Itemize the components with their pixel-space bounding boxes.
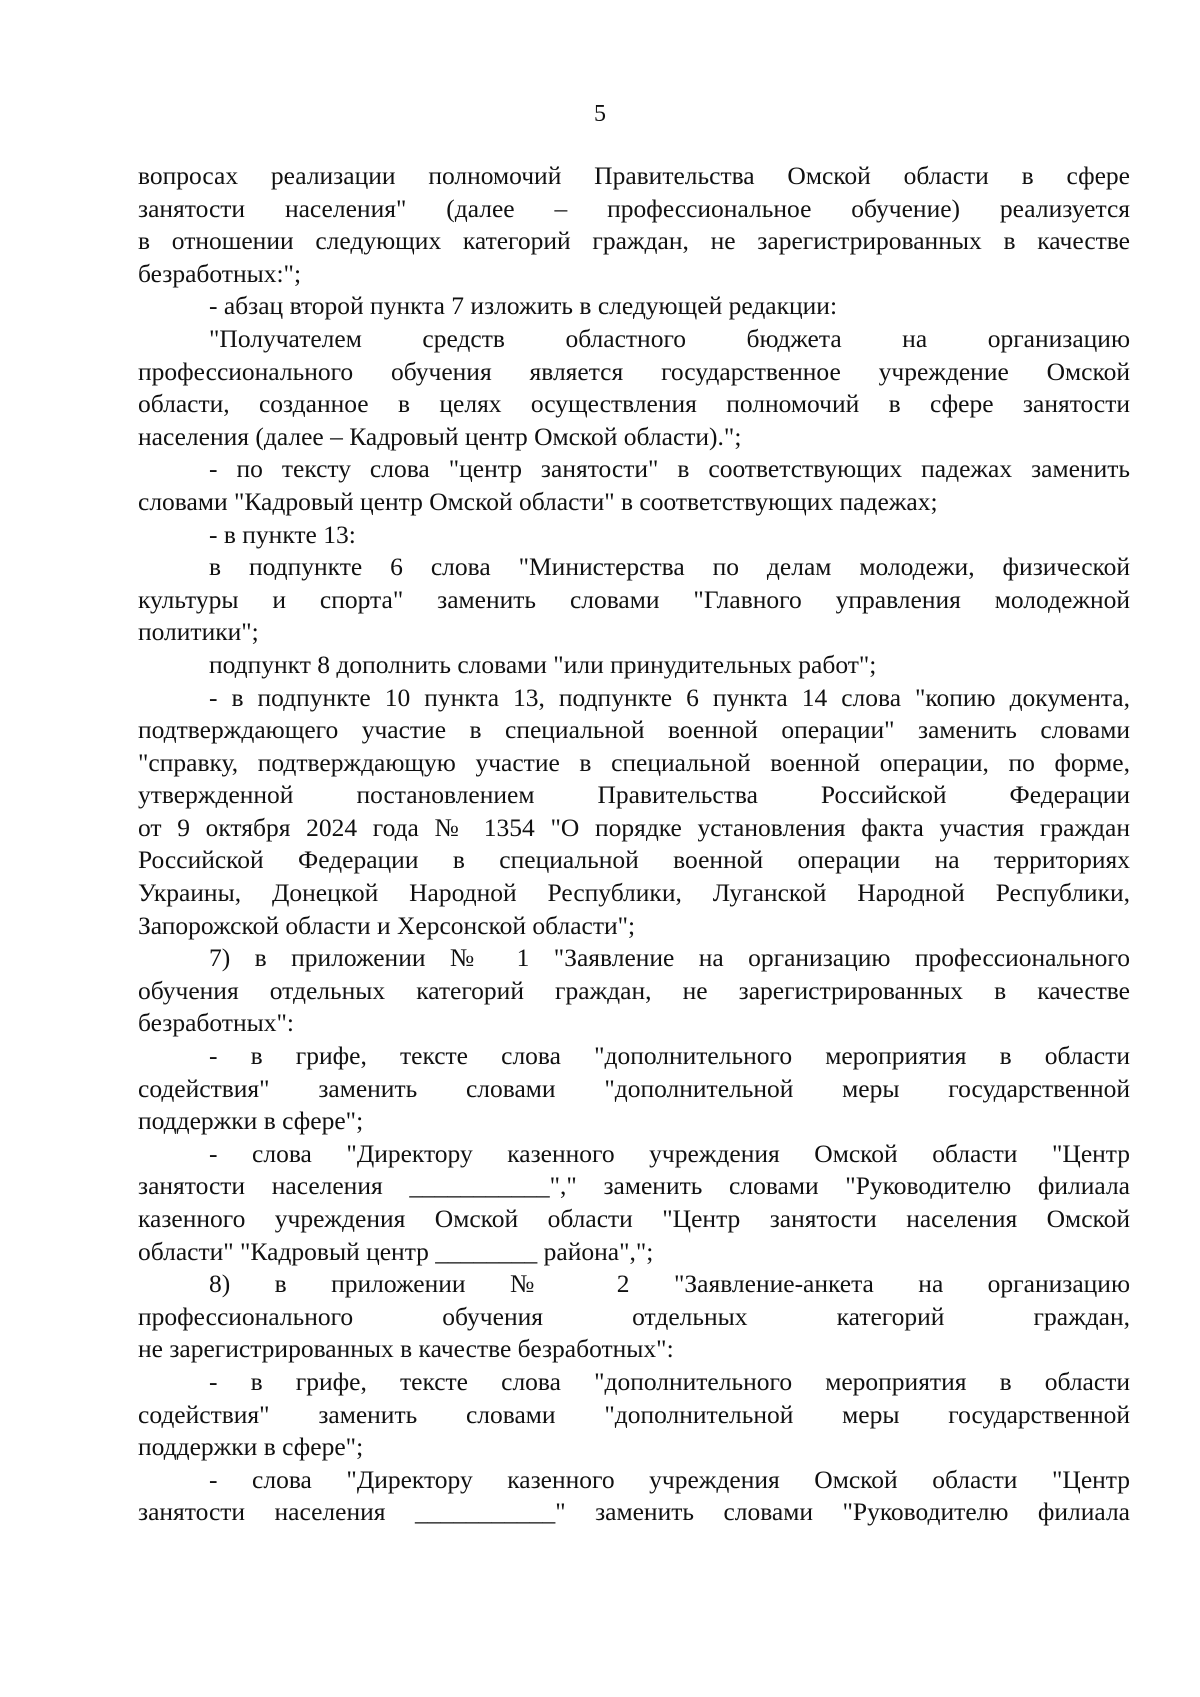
text-line: от 9 октября 2024 года № 1354 "О порядке установления факта участия граждан bbox=[138, 812, 1130, 842]
text-line: "справку, подтверждающую участие в специальной военной операции, по форме, bbox=[138, 747, 1130, 777]
text-line: содействия" заменить словами "дополнительной меры государственной bbox=[138, 1399, 1130, 1429]
text-line: - абзац второй пункта 7 изложить в следующей редакции: bbox=[209, 291, 838, 321]
text-line: поддержки в сфере"; bbox=[138, 1432, 364, 1462]
page-number: 5 bbox=[594, 101, 606, 127]
text-line: поддержки в сфере"; bbox=[138, 1106, 364, 1136]
text-line: занятости населения ___________" заменить словами "Руководителю филиала bbox=[138, 1497, 1130, 1527]
text-line: обучения отдельных категорий граждан, не зарегистрированных в качестве bbox=[138, 975, 1130, 1005]
text-line: подтверждающего участие в специальной военной операции" заменить словами bbox=[138, 715, 1130, 745]
text-line: населения (далее – Кадровый центр Омской области)."; bbox=[138, 421, 742, 451]
text-line: Запорожской области и Херсонской области"; bbox=[138, 910, 636, 940]
text-line: - слова "Директору казенного учреждения Омской области "Центр bbox=[209, 1138, 1130, 1168]
text-line: - слова "Директору казенного учреждения Омской области "Центр bbox=[209, 1464, 1130, 1494]
text-line: - в грифе, тексте слова "дополнительного мероприятия в области bbox=[209, 1041, 1130, 1071]
text-line: подпункт 8 дополнить словами "или принудительных работ"; bbox=[209, 649, 877, 679]
text-line: в подпункте 6 слова "Министерства по делам молодежи, физической bbox=[209, 552, 1130, 582]
text-line: казенного учреждения Омской области "Центр занятости населения Омской bbox=[138, 1204, 1130, 1233]
text-line: занятости населения" (далее – профессиональное обучение) реализуется bbox=[138, 193, 1130, 223]
text-line: профессионального обучения является государственное учреждение Омской bbox=[138, 356, 1130, 386]
document-body bbox=[138, 160, 1130, 1529]
text-line: 7) в приложении № 1 "Заявление на организацию профессионального bbox=[209, 943, 1130, 973]
text-line: "Получателем средств областного бюджета на организацию bbox=[209, 323, 1130, 353]
text-line: безработных": bbox=[138, 1008, 294, 1038]
text-line: - в грифе, тексте слова "дополнительного мероприятия в области bbox=[209, 1366, 1130, 1396]
text-line: вопросах реализации полномочий Правительства Омской области в сфере bbox=[138, 161, 1130, 190]
text-line: не зарегистрированных в качестве безработных": bbox=[138, 1334, 674, 1364]
text-line: - по тексту слова "центр занятости" в соответствующих падежах заменить bbox=[209, 454, 1130, 484]
text-line: утвержденной постановлением Правительства Российской Федерации bbox=[138, 780, 1130, 810]
text-line: - в пункте 13: bbox=[209, 519, 356, 549]
text-line: профессионального обучения отдельных категорий граждан, bbox=[138, 1301, 1130, 1331]
text-line: в отношении следующих категорий граждан, не зарегистрированных в качестве bbox=[138, 226, 1130, 256]
text-line: словами "Кадровый центр Омской области" в соответствующих падежах; bbox=[138, 486, 938, 516]
text-line: занятости населения ___________"," заменить словами "Руководителю филиала bbox=[138, 1171, 1130, 1201]
text-line: безработных:"; bbox=[138, 258, 302, 288]
text-line: 8) в приложении № 2 "Заявление-анкета на организацию bbox=[209, 1269, 1130, 1299]
text-line: политики"; bbox=[138, 617, 259, 647]
text-line: области" "Кадровый центр ________ района","; bbox=[138, 1236, 654, 1266]
text-line: содействия" заменить словами "дополнительной меры государственной bbox=[138, 1073, 1130, 1103]
text-line: культуры и спорта" заменить словами "Главного управления молодежной bbox=[138, 584, 1130, 614]
text-line: области, созданное в целях осуществления полномочий в сфере занятости bbox=[138, 389, 1130, 419]
text-line: Украины, Донецкой Народной Республики, Луганской Народной Республики, bbox=[138, 878, 1130, 908]
text-line: - в подпункте 10 пункта 13, подпункте 6 пункта 14 слова "копию документа, bbox=[209, 682, 1130, 712]
text-line: Российской Федерации в специальной военной операции на территориях bbox=[138, 845, 1130, 875]
